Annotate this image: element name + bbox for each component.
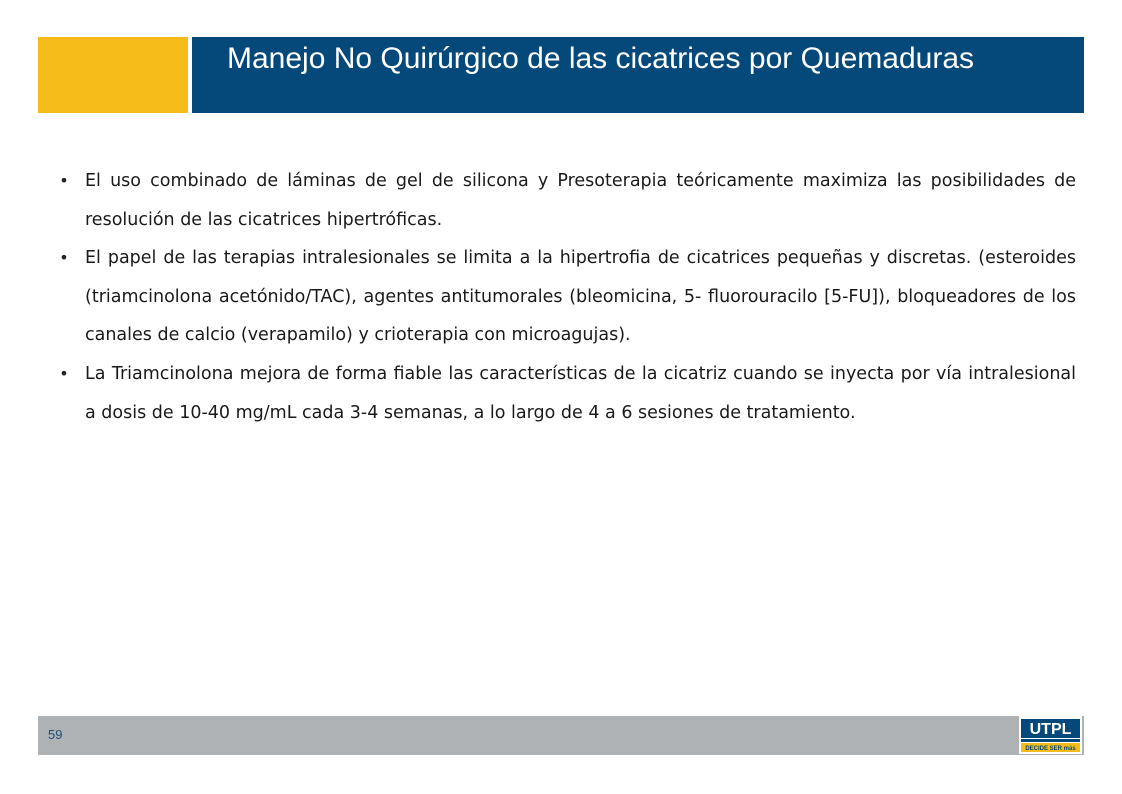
bullet-dot-icon: • xyxy=(59,363,69,383)
bullet-list xyxy=(58,162,1076,432)
bullet-item xyxy=(58,162,1076,239)
bullet-dot-icon: • xyxy=(59,248,69,268)
bullet-text: El uso combinado de láminas de gel de silicona y Presoterapia teóricamente maximiza las posibilidades de resolución de las cicatrices hipertróficas. xyxy=(85,171,1076,230)
svg-text:UTPL: UTPL xyxy=(1029,721,1072,738)
header-bar xyxy=(192,37,1084,113)
svg-text:DECIDE SER más: DECIDE SER más xyxy=(1025,746,1076,752)
bullet-text: El papel de las terapias intralesionales se limita a la hipertrofia de cicatrices pequeñas y discretas. (esteroides (triamcinolona acetónido/TAC), agentes antitumorales (bleomicina, 5- fluorouracilo [5-FU]), bloqueadores de los canales de calcio (verapamilo) y crioterapia con microagujas). xyxy=(85,248,1076,346)
bullet-item xyxy=(58,355,1076,432)
slide-content xyxy=(58,162,1076,432)
header-accent-block xyxy=(38,37,188,113)
utpl-logo xyxy=(1019,716,1082,754)
bullet-item xyxy=(58,239,1076,355)
bullet-dot-icon: • xyxy=(59,171,69,190)
slide-title: Manejo No Quirúrgico de las cicatrices por Quemaduras xyxy=(227,42,974,75)
footer-bar xyxy=(38,716,1084,755)
page-number: 59 xyxy=(48,727,63,742)
bullet-text: La Triamcinolona mejora de forma fiable las características de la cicatriz cuando se inyecta por vía intralesional a dosis de 10-40 mg/mL cada 3-4 semanas, a lo largo de 4 a 6 sesiones de tratamiento. xyxy=(85,363,1076,423)
